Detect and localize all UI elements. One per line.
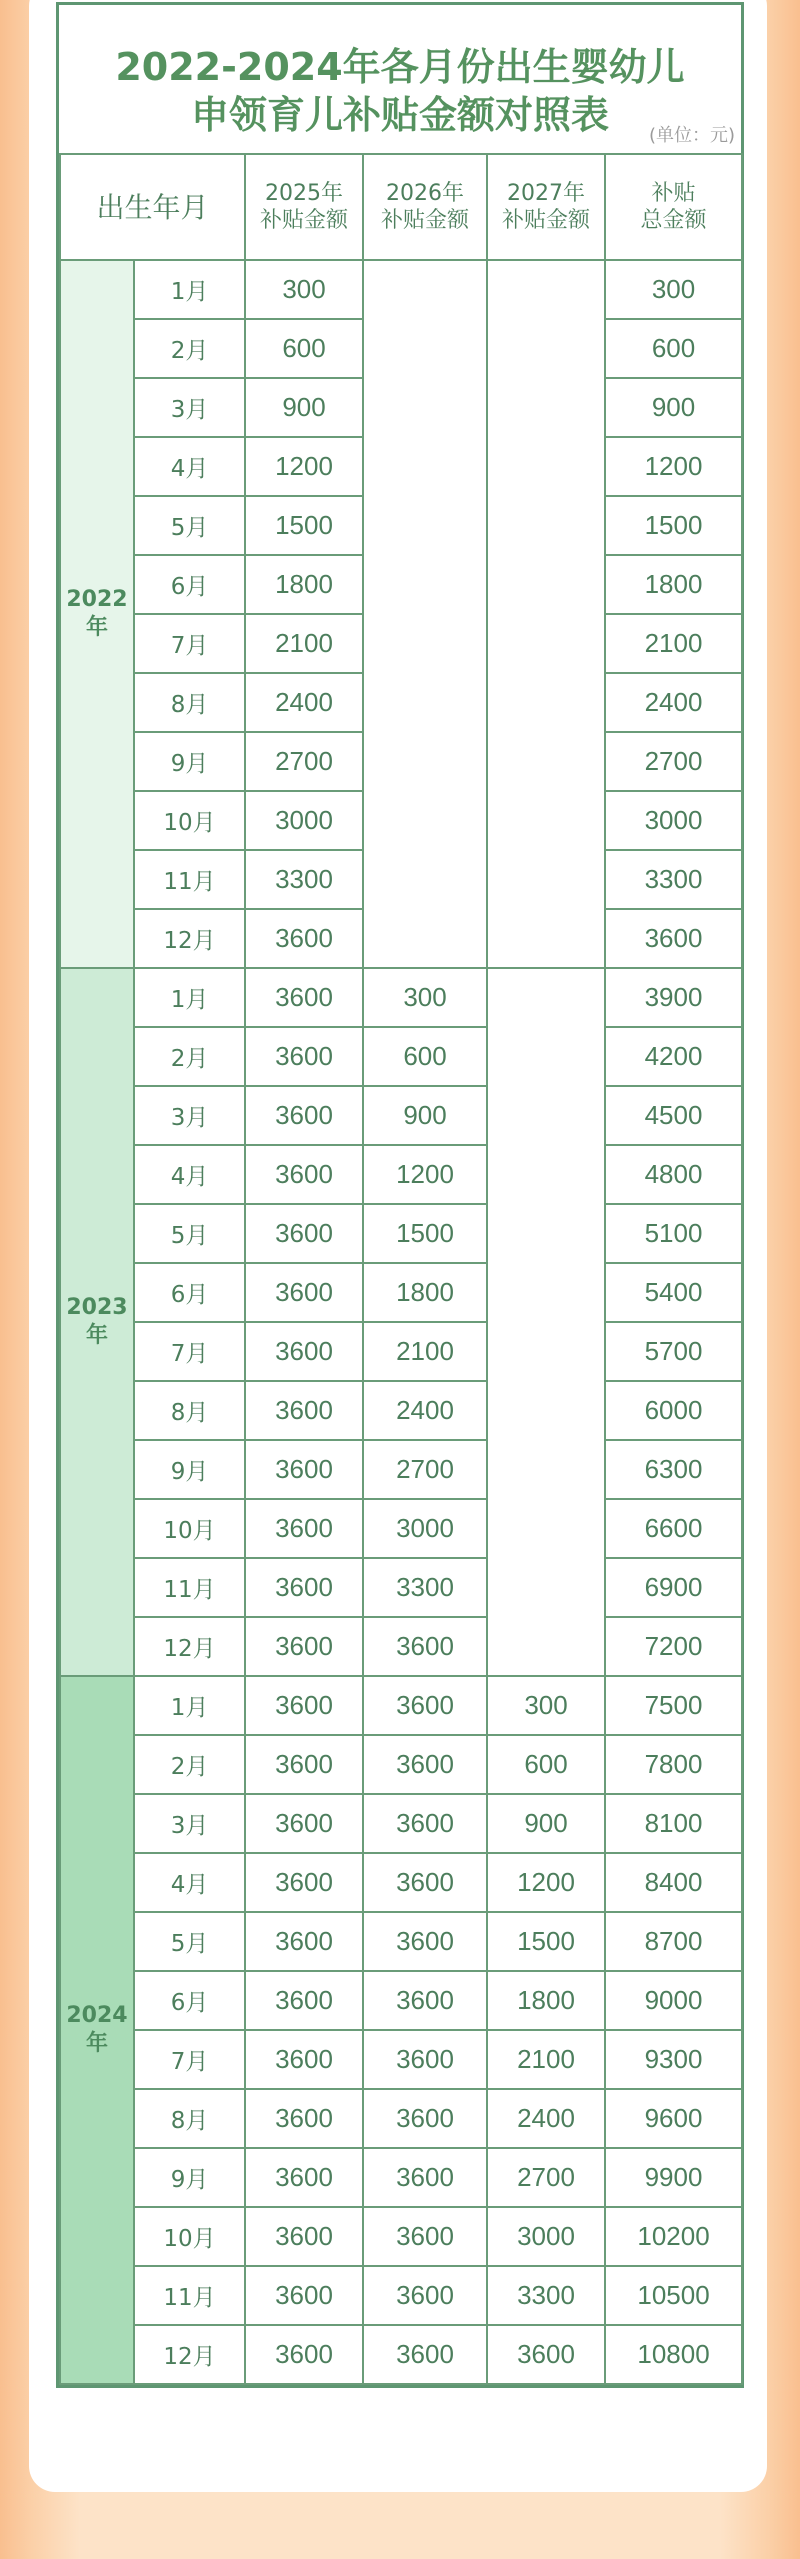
month-cell: 5月 (134, 1912, 245, 1971)
header-2026-year: 2026年 (386, 181, 465, 206)
month-cell: 12月 (134, 1617, 245, 1676)
total-subsidy-cell: 600 (605, 319, 742, 378)
table-row (60, 1381, 742, 1440)
header-birth-month: 出生年月 (60, 154, 245, 260)
subsidy-2025-cell: 2400 (245, 673, 363, 732)
subsidy-2025-cell: 2700 (245, 732, 363, 791)
header-2027-label: 补贴金额 (502, 208, 591, 233)
month-cell: 11月 (134, 1558, 245, 1617)
month-cell: 2月 (134, 1735, 245, 1794)
month-cell: 11月 (134, 850, 245, 909)
subsidy-2025-cell: 3600 (245, 1617, 363, 1676)
subsidy-2026-cell: 2400 (363, 1381, 487, 1440)
subsidy-2025-cell: 3600 (245, 2207, 363, 2266)
subsidy-2026-cell: 3600 (363, 1794, 487, 1853)
month-cell: 1月 (134, 260, 245, 319)
total-subsidy-cell: 6300 (605, 1440, 742, 1499)
subsidy-2026-cell: 3600 (363, 2266, 487, 2325)
total-subsidy-cell: 5100 (605, 1204, 742, 1263)
month-cell: 12月 (134, 909, 245, 968)
total-subsidy-cell: 1500 (605, 496, 742, 555)
month-cell: 6月 (134, 555, 245, 614)
total-subsidy-cell: 2700 (605, 732, 742, 791)
subsidy-2026-cell: 900 (363, 1086, 487, 1145)
month-cell: 6月 (134, 1263, 245, 1322)
subsidy-2025-cell: 3600 (245, 2325, 363, 2384)
table-row (60, 1322, 742, 1381)
table-row (60, 2325, 742, 2384)
total-subsidy-cell: 10500 (605, 2266, 742, 2325)
month-cell: 1月 (134, 968, 245, 1027)
subsidy-2025-cell: 3600 (245, 1735, 363, 1794)
month-cell: 1月 (134, 1676, 245, 1735)
table-row (60, 1499, 742, 1558)
total-subsidy-cell: 6000 (605, 1381, 742, 1440)
total-subsidy-cell: 8100 (605, 1794, 742, 1853)
subsidy-2027-cell: 600 (487, 1735, 605, 1794)
total-subsidy-cell: 3000 (605, 791, 742, 850)
subsidy-2026-cell: 2100 (363, 1322, 487, 1381)
month-cell: 7月 (134, 2030, 245, 2089)
month-cell: 5月 (134, 496, 245, 555)
total-subsidy-cell: 4500 (605, 1086, 742, 1145)
month-cell: 11月 (134, 2266, 245, 2325)
subsidy-2025-cell: 3600 (245, 1145, 363, 1204)
subsidy-2025-cell: 2100 (245, 614, 363, 673)
table-row (60, 1853, 742, 1912)
subsidy-2025-cell: 3600 (245, 2030, 363, 2089)
header-total-line-1: 补贴 (651, 181, 696, 206)
table-row (60, 1086, 742, 1145)
total-subsidy-cell: 6600 (605, 1499, 742, 1558)
month-cell: 8月 (134, 673, 245, 732)
year-char: 年 (85, 615, 108, 640)
subsidy-2026-cell: 2700 (363, 1440, 487, 1499)
subsidy-2026-cell: 3600 (363, 1735, 487, 1794)
month-cell: 2月 (134, 319, 245, 378)
table-row (60, 1440, 742, 1499)
month-cell: 12月 (134, 2325, 245, 2384)
header-2026-label: 补贴金额 (381, 208, 470, 233)
month-cell: 10月 (134, 1499, 245, 1558)
table-row (60, 2030, 742, 2089)
table-row (60, 1204, 742, 1263)
subsidy-2027-cell: 300 (487, 1676, 605, 1735)
month-cell: 4月 (134, 1853, 245, 1912)
subsidy-2026-cell: 3600 (363, 2148, 487, 2207)
table-row (60, 2089, 742, 2148)
year-group-cell (60, 260, 134, 968)
month-cell: 2月 (134, 1027, 245, 1086)
subsidy-2026-cell: 1800 (363, 1263, 487, 1322)
subsidy-2027-cell: 2400 (487, 2089, 605, 2148)
subsidy-2027-cell: 1200 (487, 1853, 605, 1912)
header-total-subsidy (605, 154, 742, 260)
table-row (60, 1735, 742, 1794)
subsidy-2025-cell: 3600 (245, 1676, 363, 1735)
header-2026-subsidy (363, 154, 487, 260)
subsidy-2026-empty (363, 260, 487, 968)
subsidy-2025-cell: 3600 (245, 1322, 363, 1381)
month-cell: 6月 (134, 1971, 245, 2030)
table-row (60, 1145, 742, 1204)
table-title (59, 5, 741, 153)
year-char: 年 (85, 2031, 108, 2056)
subsidy-2027-cell: 3600 (487, 2325, 605, 2384)
title-line-2: 申领育儿补贴金额对照表 (190, 93, 609, 137)
header-2025-label: 补贴金额 (260, 208, 349, 233)
year-group-cell (60, 968, 134, 1676)
header-2025-subsidy (245, 154, 363, 260)
total-subsidy-cell: 9300 (605, 2030, 742, 2089)
subsidy-2026-cell: 3000 (363, 1499, 487, 1558)
month-cell: 7月 (134, 614, 245, 673)
month-cell: 8月 (134, 2089, 245, 2148)
total-subsidy-cell: 8700 (605, 1912, 742, 1971)
subsidy-2026-cell: 3600 (363, 2207, 487, 2266)
month-cell: 3月 (134, 378, 245, 437)
unit-note: (单位：元) (648, 125, 735, 146)
table-row (60, 968, 742, 1027)
table-row (60, 1971, 742, 2030)
total-subsidy-cell: 3900 (605, 968, 742, 1027)
total-subsidy-cell: 8400 (605, 1853, 742, 1912)
month-cell: 5月 (134, 1204, 245, 1263)
subsidy-2025-cell: 3600 (245, 1381, 363, 1440)
subsidy-2026-cell: 3600 (363, 1617, 487, 1676)
table-body (60, 260, 742, 2384)
subsidy-2025-cell: 3600 (245, 1204, 363, 1263)
month-cell: 3月 (134, 1794, 245, 1853)
subsidy-2025-cell: 600 (245, 319, 363, 378)
total-subsidy-cell: 9600 (605, 2089, 742, 2148)
year-number: 2022 (66, 587, 128, 612)
subsidy-2027-empty (487, 968, 605, 1676)
subsidy-2025-cell: 3600 (245, 909, 363, 968)
subsidy-2027-cell: 3300 (487, 2266, 605, 2325)
subsidy-2025-cell: 3300 (245, 850, 363, 909)
table-row (60, 1558, 742, 1617)
subsidy-table-sheet (56, 2, 744, 2388)
month-cell: 10月 (134, 2207, 245, 2266)
total-subsidy-cell: 10800 (605, 2325, 742, 2384)
subsidy-2026-cell: 3600 (363, 1853, 487, 1912)
total-subsidy-cell: 6900 (605, 1558, 742, 1617)
month-cell: 4月 (134, 437, 245, 496)
month-cell: 10月 (134, 791, 245, 850)
subsidy-2025-cell: 3600 (245, 1086, 363, 1145)
subsidy-2027-empty (487, 260, 605, 968)
month-cell: 8月 (134, 1381, 245, 1440)
total-subsidy-cell: 900 (605, 378, 742, 437)
subsidy-2026-cell: 3600 (363, 1971, 487, 2030)
subsidy-2025-cell: 3600 (245, 2148, 363, 2207)
month-cell: 3月 (134, 1086, 245, 1145)
table-row (60, 1676, 742, 1735)
subsidy-2027-cell: 3000 (487, 2207, 605, 2266)
header-2025-year: 2025年 (265, 181, 344, 206)
subsidy-2025-cell: 3600 (245, 2089, 363, 2148)
subsidy-2025-cell: 3600 (245, 1794, 363, 1853)
subsidy-2025-cell: 3600 (245, 1971, 363, 2030)
subsidy-2025-cell: 3600 (245, 968, 363, 1027)
total-subsidy-cell: 3300 (605, 850, 742, 909)
header-row (60, 154, 742, 260)
table-row (60, 2148, 742, 2207)
subsidy-2027-cell: 1500 (487, 1912, 605, 1971)
header-total-line-2: 总金额 (640, 208, 707, 233)
title-line-1: 2022-2024年各月份出生婴幼儿 (115, 45, 685, 89)
subsidy-2025-cell: 3600 (245, 1440, 363, 1499)
total-subsidy-cell: 7200 (605, 1617, 742, 1676)
subsidy-2026-cell: 3600 (363, 2325, 487, 2384)
total-subsidy-cell: 2400 (605, 673, 742, 732)
table-row (60, 1617, 742, 1676)
subsidy-2027-cell: 900 (487, 1794, 605, 1853)
subsidy-2026-cell: 600 (363, 1027, 487, 1086)
table-row (60, 1912, 742, 1971)
total-subsidy-cell: 2100 (605, 614, 742, 673)
subsidy-table (59, 153, 743, 2385)
subsidy-2026-cell: 300 (363, 968, 487, 1027)
header-2027-year: 2027年 (507, 181, 586, 206)
table-row (60, 2207, 742, 2266)
total-subsidy-cell: 9900 (605, 2148, 742, 2207)
subsidy-2027-cell: 2100 (487, 2030, 605, 2089)
table-row (60, 1263, 742, 1322)
subsidy-2025-cell: 3600 (245, 1499, 363, 1558)
subsidy-2027-cell: 1800 (487, 1971, 605, 2030)
subsidy-2026-cell: 3600 (363, 2089, 487, 2148)
year-number: 2024 (66, 2003, 128, 2028)
year-char: 年 (85, 1323, 108, 1348)
subsidy-2025-cell: 1200 (245, 437, 363, 496)
table-row (60, 1027, 742, 1086)
month-cell: 9月 (134, 1440, 245, 1499)
subsidy-2025-cell: 3600 (245, 1558, 363, 1617)
subsidy-2026-cell: 1500 (363, 1204, 487, 1263)
month-cell: 9月 (134, 2148, 245, 2207)
total-subsidy-cell: 4200 (605, 1027, 742, 1086)
subsidy-2025-cell: 3600 (245, 1027, 363, 1086)
subsidy-2025-cell: 3600 (245, 1853, 363, 1912)
subsidy-2025-cell: 3600 (245, 1912, 363, 1971)
subsidy-2025-cell: 3000 (245, 791, 363, 850)
subsidy-2025-cell: 1800 (245, 555, 363, 614)
table-row (60, 260, 742, 319)
total-subsidy-cell: 10200 (605, 2207, 742, 2266)
total-subsidy-cell: 4800 (605, 1145, 742, 1204)
subsidy-2027-cell: 2700 (487, 2148, 605, 2207)
table-row (60, 2266, 742, 2325)
month-cell: 4月 (134, 1145, 245, 1204)
subsidy-2025-cell: 1500 (245, 496, 363, 555)
total-subsidy-cell: 9000 (605, 1971, 742, 2030)
subsidy-2025-cell: 3600 (245, 1263, 363, 1322)
total-subsidy-cell: 7500 (605, 1676, 742, 1735)
subsidy-2026-cell: 3600 (363, 2030, 487, 2089)
total-subsidy-cell: 3600 (605, 909, 742, 968)
total-subsidy-cell: 7800 (605, 1735, 742, 1794)
subsidy-2025-cell: 3600 (245, 2266, 363, 2325)
subsidy-2025-cell: 300 (245, 260, 363, 319)
subsidy-2026-cell: 3600 (363, 1676, 487, 1735)
total-subsidy-cell: 300 (605, 260, 742, 319)
table-row (60, 1794, 742, 1853)
year-group-cell (60, 1676, 134, 2384)
subsidy-2025-cell: 900 (245, 378, 363, 437)
month-cell: 7月 (134, 1322, 245, 1381)
total-subsidy-cell: 5700 (605, 1322, 742, 1381)
subsidy-2026-cell: 3600 (363, 1912, 487, 1971)
total-subsidy-cell: 1800 (605, 555, 742, 614)
total-subsidy-cell: 5400 (605, 1263, 742, 1322)
header-2027-subsidy (487, 154, 605, 260)
subsidy-2026-cell: 3300 (363, 1558, 487, 1617)
subsidy-2026-cell: 1200 (363, 1145, 487, 1204)
year-number: 2023 (66, 1295, 128, 1320)
total-subsidy-cell: 1200 (605, 437, 742, 496)
month-cell: 9月 (134, 732, 245, 791)
